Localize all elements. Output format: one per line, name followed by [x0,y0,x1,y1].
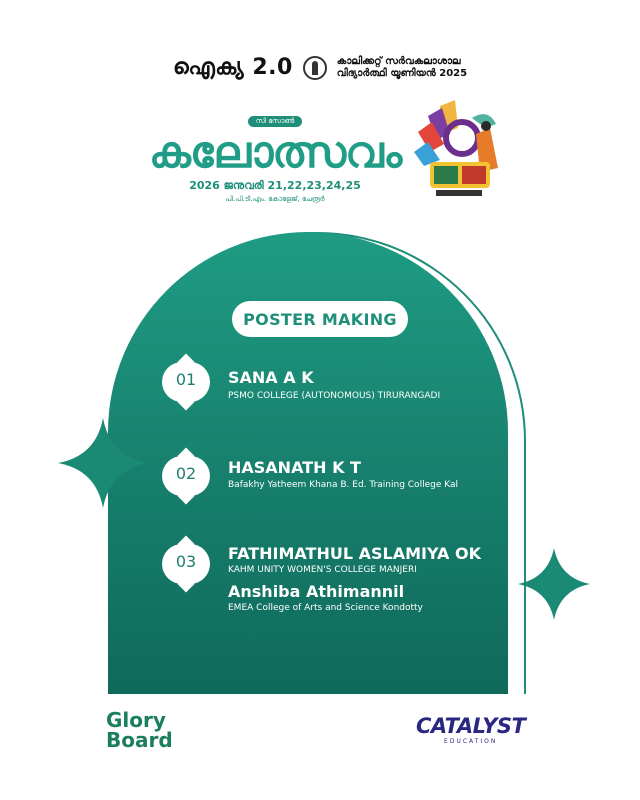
catalyst-sub: EDUCATION [444,738,498,745]
union-line-1: കാലിക്കറ്റ് സർവകലാശാല [336,55,461,67]
festival-logo-icon [410,98,510,208]
category-pill: POSTER MAKING [232,301,408,337]
university-seal-icon [303,56,327,80]
sparkle-right-icon [518,548,590,620]
rank-badge [158,448,214,504]
rank-badge [158,536,214,592]
winner-name: HASANATH K T [228,458,361,477]
header-row [0,55,640,80]
sparkle-left-icon [58,418,148,508]
winner-college: KAHM UNITY WOMEN'S COLLEGE MANJERI [228,565,417,575]
glory-line-2: Board [106,728,173,752]
rank-number: 02 [175,464,197,483]
rank-number: 03 [175,552,197,571]
winner-college: PSMO COLLEGE (AUTONOMOUS) TIRURANGADI [228,391,441,401]
winner-name-2: Anshiba Athimannil [228,582,405,601]
festival-venue: പി.പി.ടി.എം. കോളേജ്, ചേരൂർ [225,195,325,203]
zone-badge: സി സോൺ [248,116,303,127]
winner-college-2: EMEA College of Arts and Science Kondotty [228,603,423,613]
festival-title: കലോത്സവം [148,127,402,178]
glory-board-logo [106,710,173,750]
winner-college: Bafakhy Yatheem Khana B. Ed. Training College Kal [228,480,458,490]
program-title: ഐക്യ 2.0 [172,55,293,80]
festival-block [125,108,425,204]
catalyst-logo [416,714,525,745]
rank-number: 01 [175,370,197,389]
rank-badge [158,354,214,410]
winner-name: FATHIMATHUL ASLAMIYA OK [228,544,481,563]
winner-name: SANA A K [228,368,314,387]
union-name [337,56,467,80]
catalyst-word: CATALYST [416,714,526,738]
union-line-2: വിദ്യാർത്ഥി യൂണിയൻ 2025 [336,67,468,79]
festival-date: 2026 ജനുവരി 21,22,23,24,25 [189,179,361,192]
glory-line-1: Glory [106,708,166,732]
